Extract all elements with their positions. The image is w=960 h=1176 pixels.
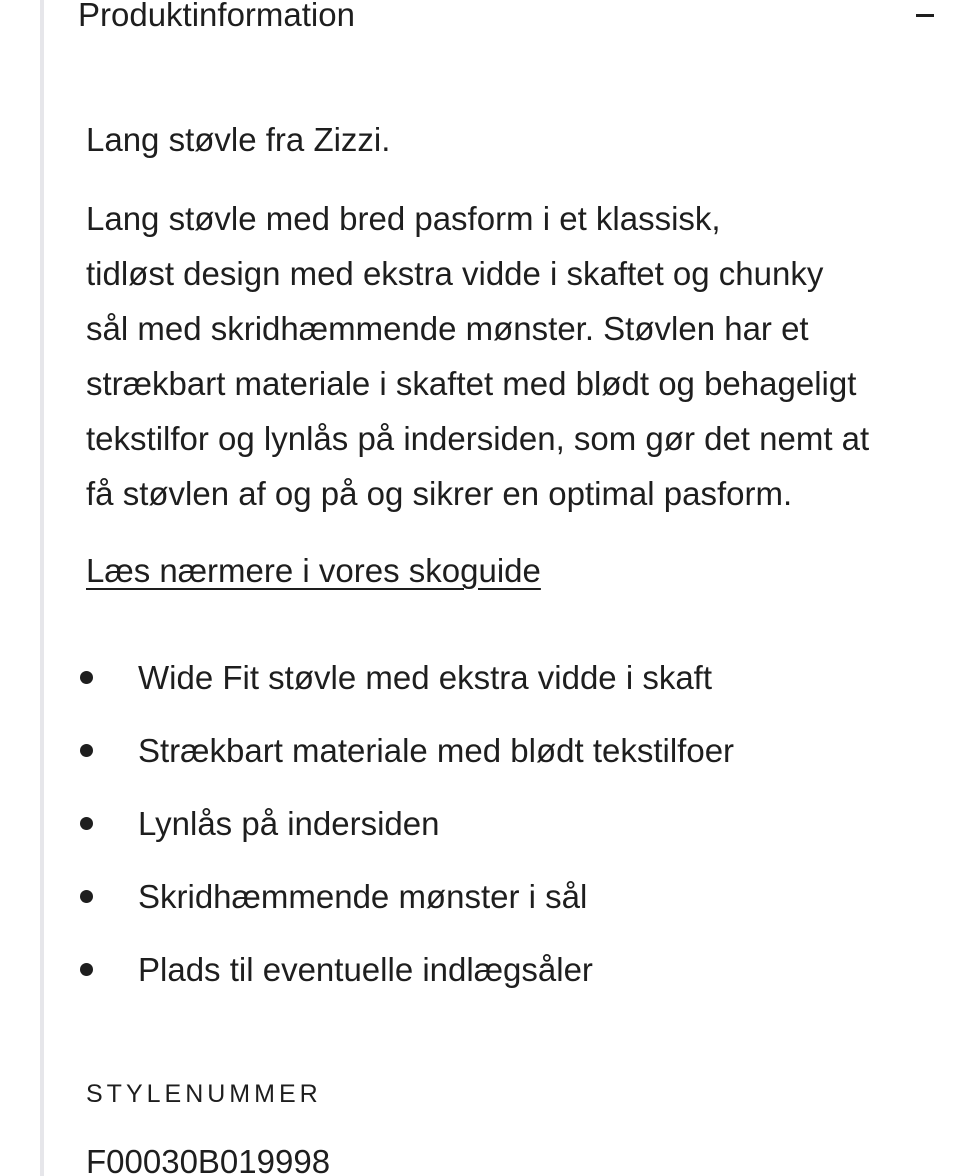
feature-item xyxy=(72,942,932,1015)
description-line: få støvlen af og på og sikrer en optimal pasform. xyxy=(86,475,793,512)
description-paragraph xyxy=(86,191,946,521)
description-line: sål med skridhæmmende mønster. Støvlen har et xyxy=(86,310,809,347)
description-line: tidløst design med ekstra vidde i skaftet og chunky xyxy=(86,255,824,292)
feature-item xyxy=(72,723,932,796)
bullet-icon xyxy=(80,890,93,903)
feature-text: Wide Fit støvle med ekstra vidde i skaft xyxy=(138,659,713,696)
feature-item xyxy=(72,796,932,869)
accordion-title: Produktinformation xyxy=(78,0,355,33)
feature-text: Strækbart materiale med blødt tekstilfoer xyxy=(138,732,735,769)
feature-item xyxy=(72,650,932,723)
style-number-value: F00030B019998 xyxy=(86,1143,331,1176)
minus-icon[interactable] xyxy=(916,14,934,17)
style-number-label: STYLENUMMER xyxy=(86,1080,322,1108)
feature-item xyxy=(72,869,932,942)
bullet-icon xyxy=(80,671,93,684)
description-line: Lang støvle med bred pasform i et klassisk, xyxy=(86,200,721,237)
description-line: strækbart materiale i skaftet med blødt og behageligt xyxy=(86,365,857,402)
feature-text: Lynlås på indersiden xyxy=(138,805,440,842)
product-description xyxy=(86,112,946,598)
left-border-rule xyxy=(40,0,44,1176)
bullet-icon xyxy=(80,963,93,976)
feature-text: Plads til eventuelle indlægsåler xyxy=(138,951,593,988)
feature-text: Skridhæmmende mønster i sål xyxy=(138,878,588,915)
intro-text: Lang støvle fra Zizzi. xyxy=(86,121,391,158)
feature-list xyxy=(72,650,932,1015)
bullet-icon xyxy=(80,744,93,757)
description-line: tekstilfor og lynlås på indersiden, som gør det nemt at xyxy=(86,420,870,457)
shoe-guide-link[interactable]: Læs nærmere i vores skoguide xyxy=(86,552,541,589)
bullet-icon xyxy=(80,817,93,830)
accordion-header-produktinformation[interactable] xyxy=(78,0,960,34)
